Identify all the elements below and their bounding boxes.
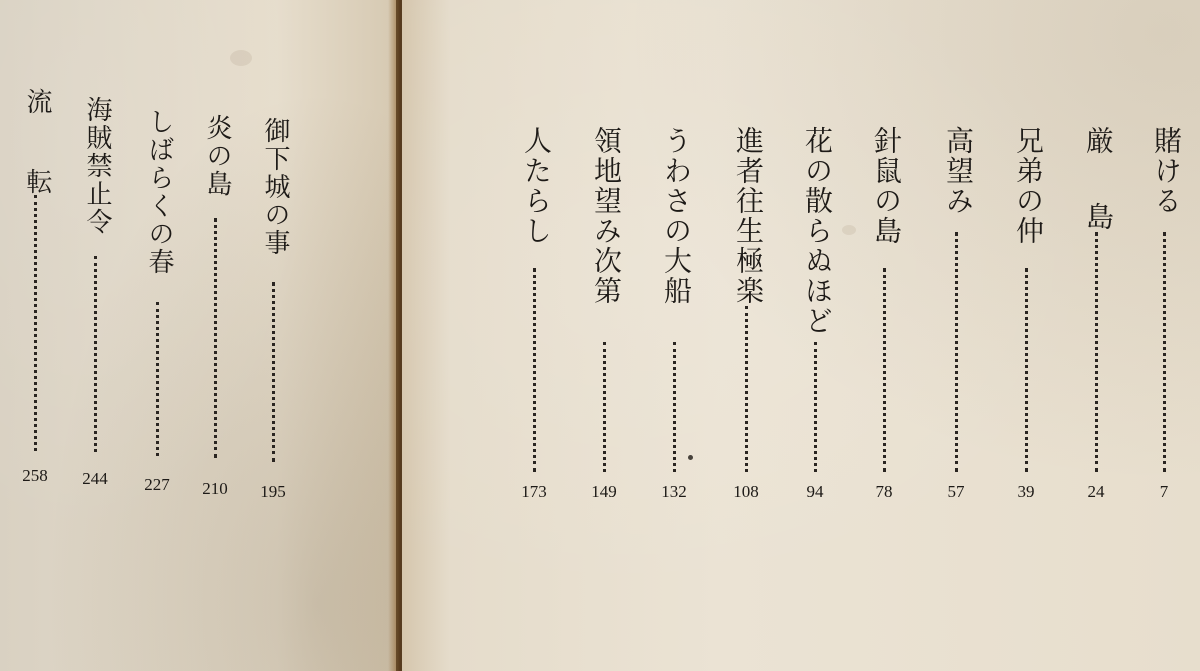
toc-entry (15, 0, 55, 671)
toc-entry (726, 0, 766, 671)
toc-entry (195, 0, 235, 671)
toc-entry-title: 兄弟の仲 (1012, 126, 1045, 246)
toc-entry-title: 高望み (942, 126, 975, 216)
dot-leader (272, 282, 275, 462)
toc-entry-title: しばらくの春 (144, 108, 174, 276)
dot-leader (1163, 232, 1166, 472)
dot-leader (745, 306, 748, 472)
dot-leader (1095, 232, 1098, 472)
toc-entry-title: 人たらし (520, 126, 553, 246)
dot-leader (214, 218, 217, 458)
toc-entry-page: 210 (202, 479, 228, 498)
toc-entry-title: 厳 島 (1082, 126, 1115, 240)
toc-entry-title: 海賊禁止令 (82, 96, 112, 236)
toc-entry-title: 流 転 (22, 88, 52, 208)
dot-leader (1025, 268, 1028, 472)
toc-entry-page: 78 (875, 482, 893, 501)
toc-entry-page: 57 (947, 482, 965, 501)
dot-leader (814, 342, 817, 472)
toc-entry-title: 領地望み次第 (590, 126, 623, 306)
toc-entry-title: 炎の島 (202, 114, 232, 198)
paper-stain (842, 225, 856, 235)
toc-entry (795, 0, 835, 671)
toc-entry-page: 244 (82, 469, 108, 488)
toc-entry-page: 132 (661, 482, 687, 501)
dot-leader (673, 342, 676, 472)
toc-entry-page: 24 (1087, 482, 1105, 501)
toc-entry (864, 0, 904, 671)
toc-entry-title: 針鼠の島 (870, 126, 903, 246)
toc-entry (1006, 0, 1046, 671)
left-page (0, 0, 396, 671)
dot-leader (156, 302, 159, 456)
toc-entry (253, 0, 293, 671)
toc-entry-page: 94 (806, 482, 824, 501)
toc-entry-title: 花の散らぬほど (801, 126, 834, 336)
toc-entry (654, 0, 694, 671)
dot-leader (34, 195, 37, 451)
toc-entry-title: 賭ける (1150, 126, 1183, 216)
dot-leader (883, 268, 886, 472)
dot-leader (603, 342, 606, 472)
dot-leader (94, 256, 97, 452)
toc-entry-page: 108 (733, 482, 759, 501)
toc-entry-page: 258 (22, 466, 48, 485)
toc-entry (75, 0, 115, 671)
toc-entry-page: 39 (1017, 482, 1035, 501)
toc-entry-page: 7 (1159, 482, 1169, 501)
toc-entry-page: 149 (591, 482, 617, 501)
toc-entry-page: 195 (260, 482, 286, 501)
toc-entry (936, 0, 976, 671)
toc-entry-title: 進者往生極楽 (732, 126, 765, 306)
toc-entry-title: 御下城の事 (260, 117, 290, 257)
toc-entry (584, 0, 624, 671)
toc-entry (514, 0, 554, 671)
dot-leader (955, 232, 958, 472)
toc-entry (1076, 0, 1116, 671)
dot-leader (533, 268, 536, 472)
toc-entry (137, 0, 177, 671)
right-page (402, 0, 1200, 671)
toc-entry-page: 173 (521, 482, 547, 501)
toc-entry-title: うわさの大船 (660, 126, 693, 306)
toc-entry (1144, 0, 1184, 671)
toc-entry-page: 227 (144, 475, 170, 494)
